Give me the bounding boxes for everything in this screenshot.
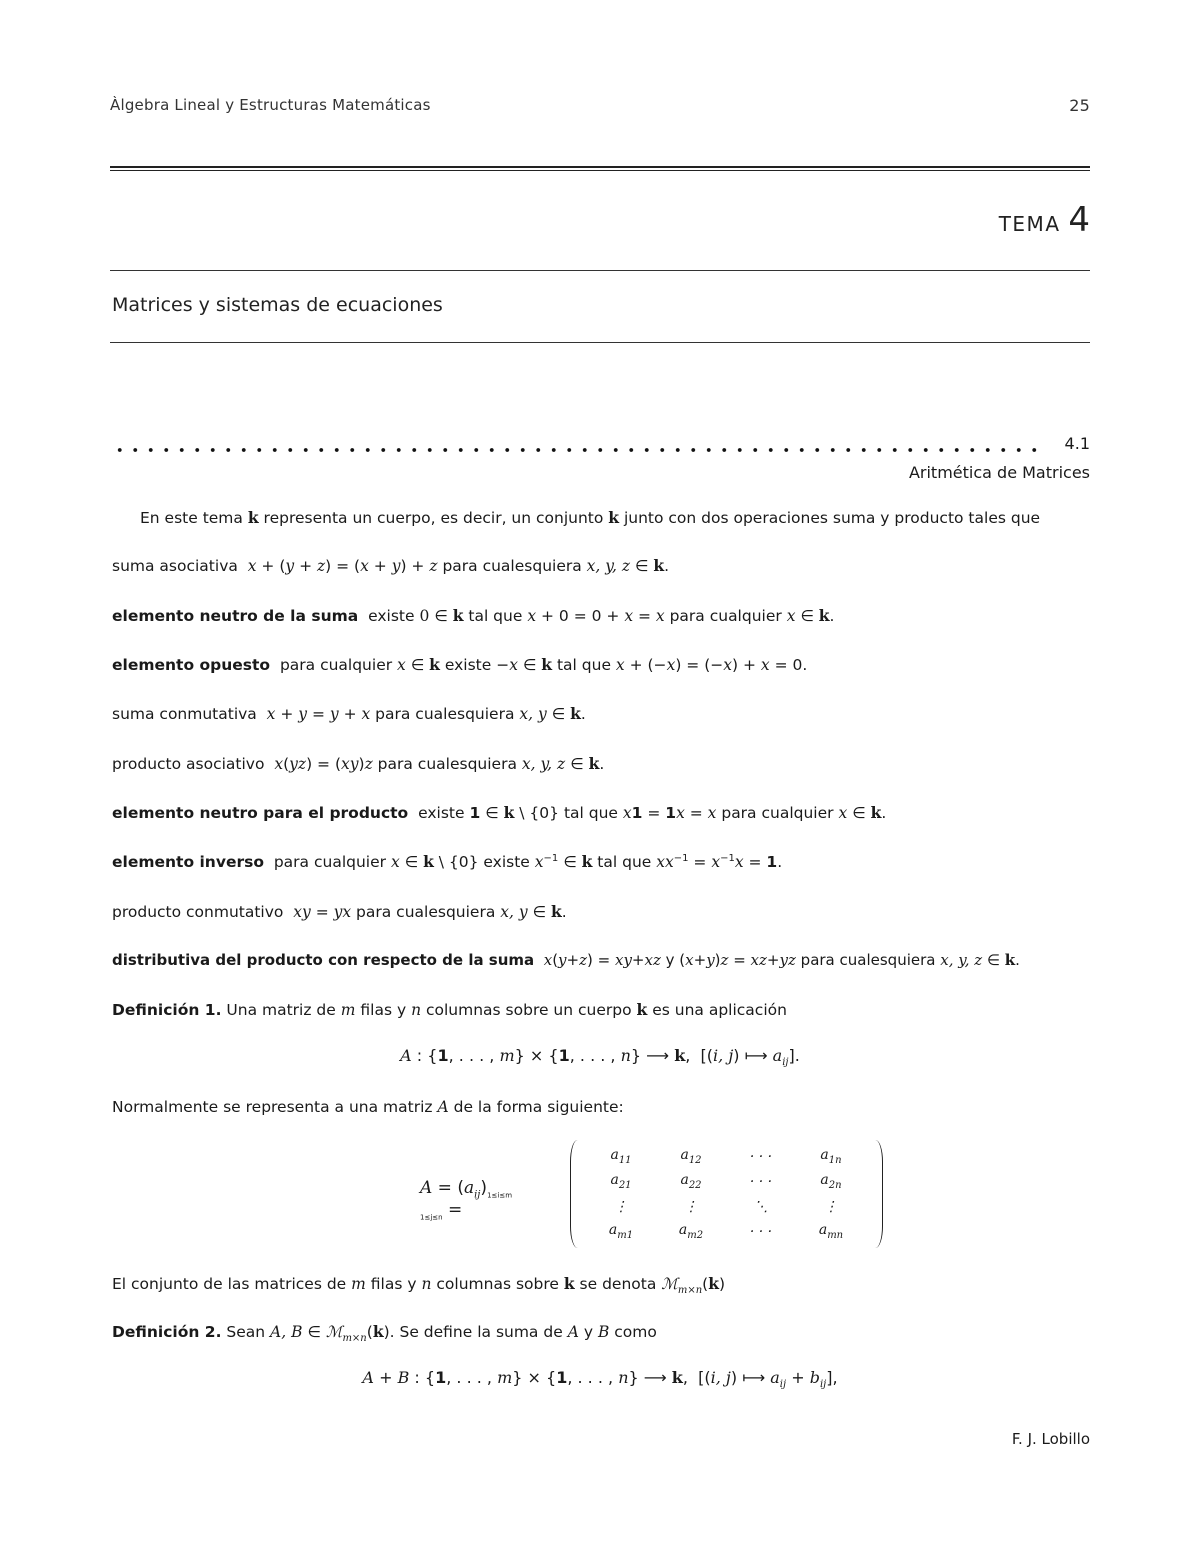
section-dot-leader [112,446,1042,454]
matrix-entries: $a_{11}$ $a_{12}$ · · · $a_{1n}$ $a_{21}$ $a_{22}$ · · · $a_{2n}$ ⋮ ⋮ ⋱ ⋮ $a_{m1}$ $a_{m2}$ · · · $a_{mn}$ [608,1147,844,1241]
definition-2-formula: A + B : {1, . . . , m} × {1, . . . , n} ⟶ k, [(i, j) ⟼ $a_{ij} + b_{ij}$], [362,1368,838,1391]
definition-1-formula: A : {1, . . . , m} × {1, . . . , n} ⟶ k, [(i, j) ⟼ $a_{ij}$]. [400,1046,800,1069]
field-symbol: k [247,508,259,527]
axiom-text: existe [368,607,415,625]
running-title: Àlgebra Lineal y Estructuras Matemáticas [110,96,431,114]
axiom-text: para cualesquiera [377,755,517,773]
matrix-display [420,1140,900,1250]
matrix-left-paren [570,1140,585,1248]
axiom-name: suma asociativa [112,557,238,575]
normal-form-text: Normalmente se representa a una matriz A de la forma siguiente: [112,1098,624,1116]
matrix-lhs: $A = (a_{ij})_{1\le i\le m 1\le j\le n}$ = [420,1178,513,1222]
matrix-set-text: El conjunto de las matrices de m filas y n columnas sobre k se denota ℳ$_{m\times n}$(k) [112,1274,726,1297]
footer-author: F. J. Lobillo [1011,1430,1090,1448]
def1-label: Definición 1. [112,1001,222,1019]
matrix-right-paren [868,1140,883,1248]
axiom-name: elemento neutro para el producto [112,804,409,822]
axiom-item: elemento neutro para el producto existe 1 ∈ k \ {0} tal que x1 = 1x = x para cualquier x ∈ k. [112,803,887,822]
axiom-name: elemento opuesto [112,656,271,674]
chapter-title: Matrices y sistemas de ecuaciones [112,294,443,316]
axiom-text: para cualesquiera [800,951,936,969]
header-double-rule [110,166,1090,171]
chapter-number: 4 [1068,200,1090,240]
intro-paragraph: En este tema k representa un cuerpo, es decir, un conjunto k junto con dos operaciones suma y producto tales que [140,508,1041,527]
axiom-text: para cualesquiera [442,557,582,575]
page [110,0,1090,1553]
axiom-item: producto asociativo x(yz) = (xy)z para cualesquiera x, y, z ∈ k. [112,754,605,773]
page-number: 25 [1069,96,1090,115]
chapter-heading [999,200,1090,240]
chapter-label: TEMA [998,212,1061,236]
axiom-item: elemento inverso para cualquier x ∈ k \ {0} existe $x^{-1}$ ∈ k tal que $xx^{-1} = x^{-1}x = 1$. [112,852,783,871]
axiom-item: producto conmutativo xy = yx para cualesquiera x, y ∈ k. [112,902,567,921]
definition-1: Definición 1. Una matriz de m filas y n columnas sobre un cuerpo k es una aplicación [112,1000,787,1019]
axiom-item: distributiva del producto con respecto de la suma x(y+z) = xy+xz y (x+y)z = xz+yz para cualesquiera x, y, z ∈ k. [112,951,1020,969]
axiom-text: para cualquier [273,853,387,871]
axiom-text: para cualquier [279,656,393,674]
axiom-text: existe [418,804,465,822]
axiom-name: producto asociativo [112,755,265,773]
definition-2: Definición 2. Sean A, B ∈ ℳ$_{m\times n}$(k). Se define la suma de A y B como [112,1322,657,1345]
chapter-rule-bottom [110,342,1090,343]
axiom-formula: x [247,557,257,575]
axiom-item: elemento neutro de la suma existe 0 ∈ k tal que x + 0 = 0 + x = x para cualquier x ∈ k. [112,606,835,625]
axiom-name: elemento neutro de la suma [112,607,359,625]
intro-rest: representa un cuerpo, es decir, un conjunto [258,509,604,527]
chapter-rule-top [110,270,1090,271]
axiom-item: suma asociativa x + (y + z) = (x + y) + z para cualesquiera x, y, z ∈ k. [112,556,670,575]
axiom-name: producto conmutativo [112,903,284,921]
intro-lead: En este tema [140,509,243,527]
axiom-text: para cualesquiera [356,903,496,921]
axiom-name: distributiva del producto con respecto de la suma [112,951,535,969]
def2-label: Definición 2. [112,1323,222,1341]
axiom-text: para cualesquiera [375,705,515,723]
axiom-item: elemento opuesto para cualquier x ∈ k existe −x ∈ k tal que x + (−x) = (−x) + x = 0. [112,655,808,674]
axiom-item: suma conmutativa x + y = y + x para cualesquiera x, y ∈ k. [112,704,586,723]
section-title: Aritmética de Matrices [908,463,1090,482]
axiom-name: elemento inverso [112,853,264,871]
intro-rest2: junto con dos operaciones suma y producto tales que [619,509,1041,527]
section-number: 4.1 [1064,434,1090,453]
axiom-name: suma conmutativa [112,705,257,723]
